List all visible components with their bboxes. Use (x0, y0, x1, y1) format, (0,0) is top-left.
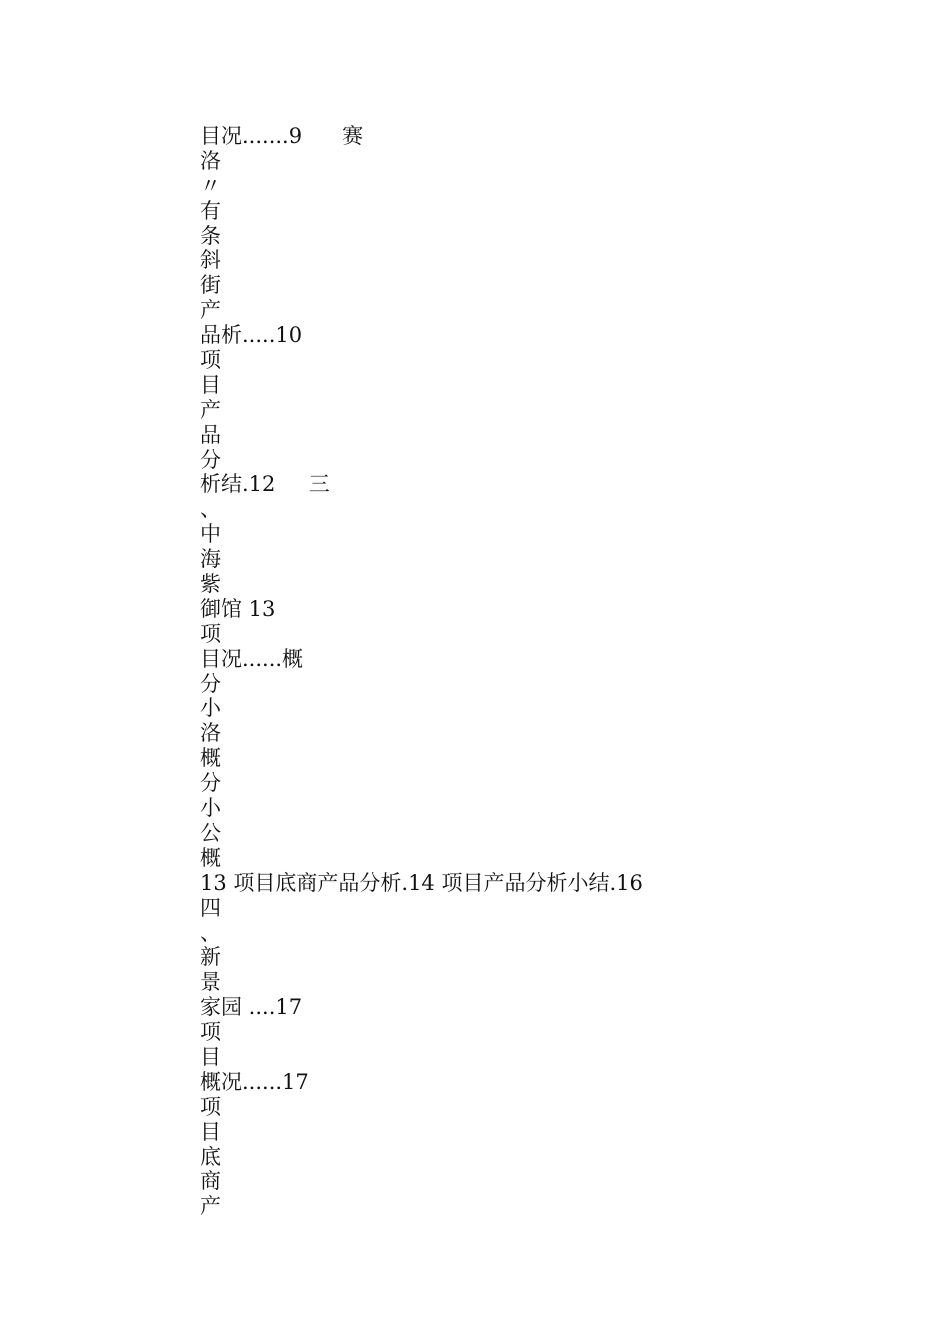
toc-line: 分 (200, 447, 221, 472)
toc-line: 底 (200, 1144, 221, 1169)
toc-line: 、 (200, 497, 221, 522)
toc-line: 有 (200, 198, 221, 223)
toc-line: 分 (200, 771, 221, 796)
toc-line: 紫 (200, 572, 221, 597)
toc-line: 产 (200, 1194, 221, 1219)
toc-line: 洛 (200, 721, 221, 746)
toc-line: 四 (200, 895, 221, 920)
toc-line: 项 (200, 1094, 221, 1119)
toc-line: 〃 (200, 173, 221, 198)
toc-line: 13 项目底商产品分析.14 项目产品分析小结.16 (200, 870, 643, 895)
toc-line: 分 (200, 671, 221, 696)
toc-line: 条 (200, 223, 221, 248)
toc-line: 产 (200, 397, 221, 422)
toc-line: 小 (200, 796, 221, 821)
toc-line: 御馆 13 (200, 596, 276, 621)
toc-line: 目况.......9 赛 (200, 124, 364, 148)
toc-line: 目 (200, 1119, 221, 1144)
toc-line: 项 (200, 348, 221, 373)
toc-line: 家园 ....17 (200, 995, 303, 1020)
toc-line: 小 (200, 696, 221, 721)
toc-line: 中 (200, 522, 221, 547)
toc-line: 海 (200, 547, 221, 572)
toc-line: 概况......17 (200, 1069, 309, 1094)
toc-line: 项 (200, 1020, 221, 1045)
toc-line: 概 (200, 845, 221, 870)
toc-line: 街 (200, 273, 221, 298)
toc-line: 新 (200, 945, 221, 970)
toc-line: 商 (200, 1169, 221, 1194)
toc-line: 景 (200, 970, 221, 995)
toc-line: 产 (200, 298, 221, 323)
toc-line: 目 (200, 372, 221, 397)
toc-line: 、 (200, 920, 221, 945)
toc-line: 公 (200, 820, 221, 845)
toc-line: 项 (200, 621, 221, 646)
table-of-contents (200, 124, 643, 1219)
toc-line: 概 (200, 746, 221, 771)
toc-line: 品 (200, 422, 221, 447)
toc-line: 目 (200, 1044, 221, 1069)
toc-line: 品析.....10 (200, 323, 303, 348)
toc-line: 目况......概 (200, 646, 304, 671)
toc-line: 斜 (200, 248, 221, 273)
toc-line: 析结.12 三 (200, 472, 330, 497)
toc-line: 洛 (200, 148, 221, 173)
